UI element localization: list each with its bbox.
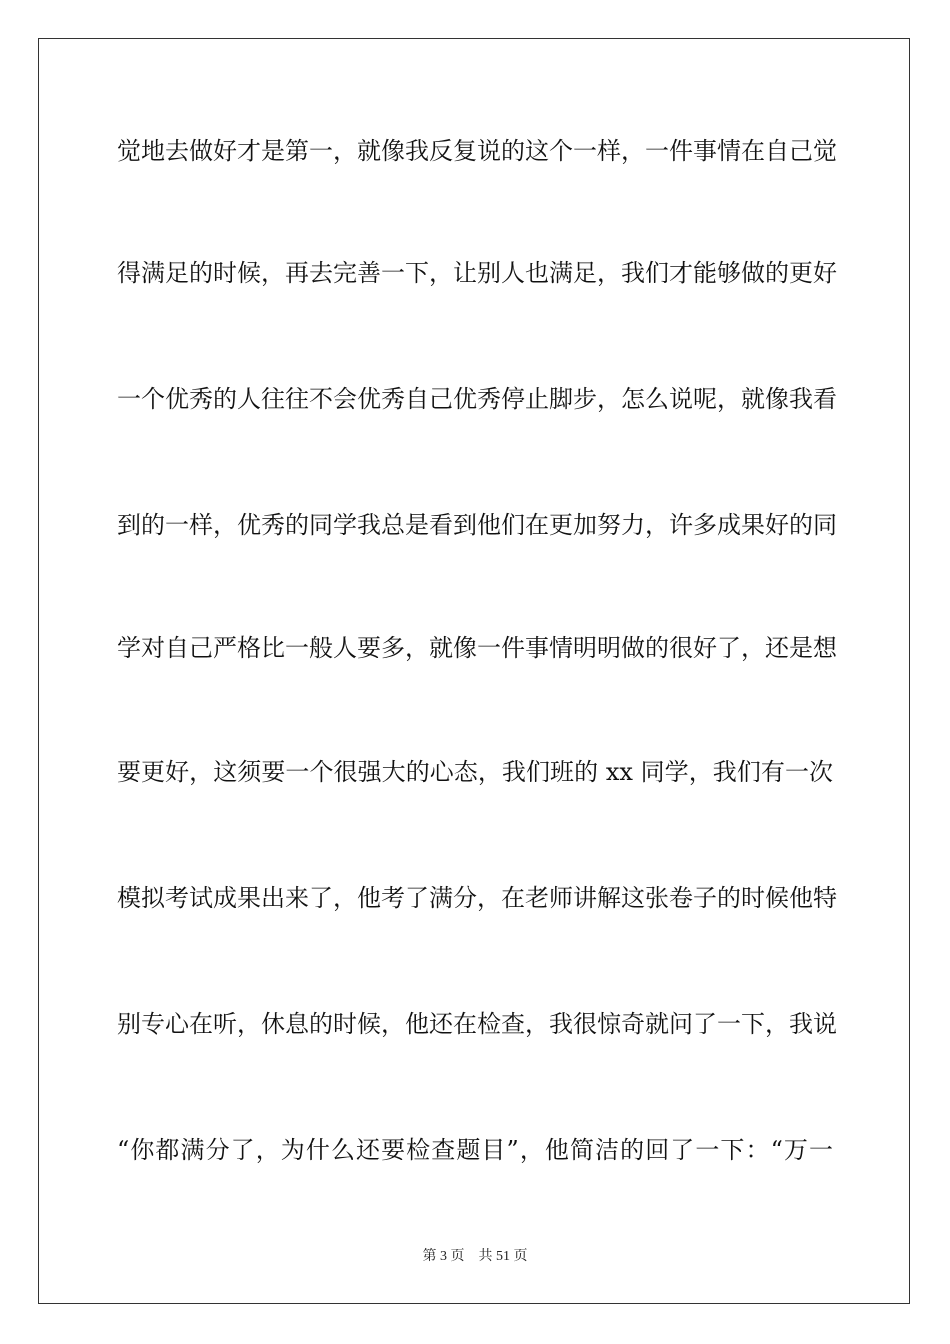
body-text-line: “你都满分了，为什么还要检查题目”，他简洁的回了一下：“万一 bbox=[117, 1136, 833, 1164]
body-text-line: 得满足的时候，再去完善一下，让别人也满足，我们才能够做的更好 bbox=[117, 259, 837, 287]
body-text-line: 到的一样，优秀的同学我总是看到他们在更加努力，许多成果好的同 bbox=[117, 511, 837, 539]
page-footer bbox=[0, 1248, 950, 1266]
body-text-line: 一个优秀的人往往不会优秀自己优秀停止脚步，怎么说呢，就像我看 bbox=[117, 385, 837, 413]
body-text-line: 要更好，这须要一个很强大的心态，我们班的 xx 同学，我们有一次 bbox=[117, 758, 833, 786]
page-border bbox=[38, 38, 910, 1304]
body-text-line: 学对自己严格比一般人要多，就像一件事情明明做的很好了，还是想 bbox=[117, 634, 837, 662]
body-text-line: 模拟考试成果出来了，他考了满分，在老师讲解这张卷子的时候他特 bbox=[117, 884, 837, 912]
total-pages: 共 51 页 bbox=[478, 1249, 528, 1264]
body-text-line: 觉地去做好才是第一，就像我反复说的这个一样，一件事情在自己觉 bbox=[117, 137, 837, 165]
page-number: 第 3 页 bbox=[422, 1249, 465, 1264]
body-text-line: 别专心在听，休息的时候，他还在检查，我很惊奇就问了一下，我说 bbox=[117, 1010, 837, 1038]
